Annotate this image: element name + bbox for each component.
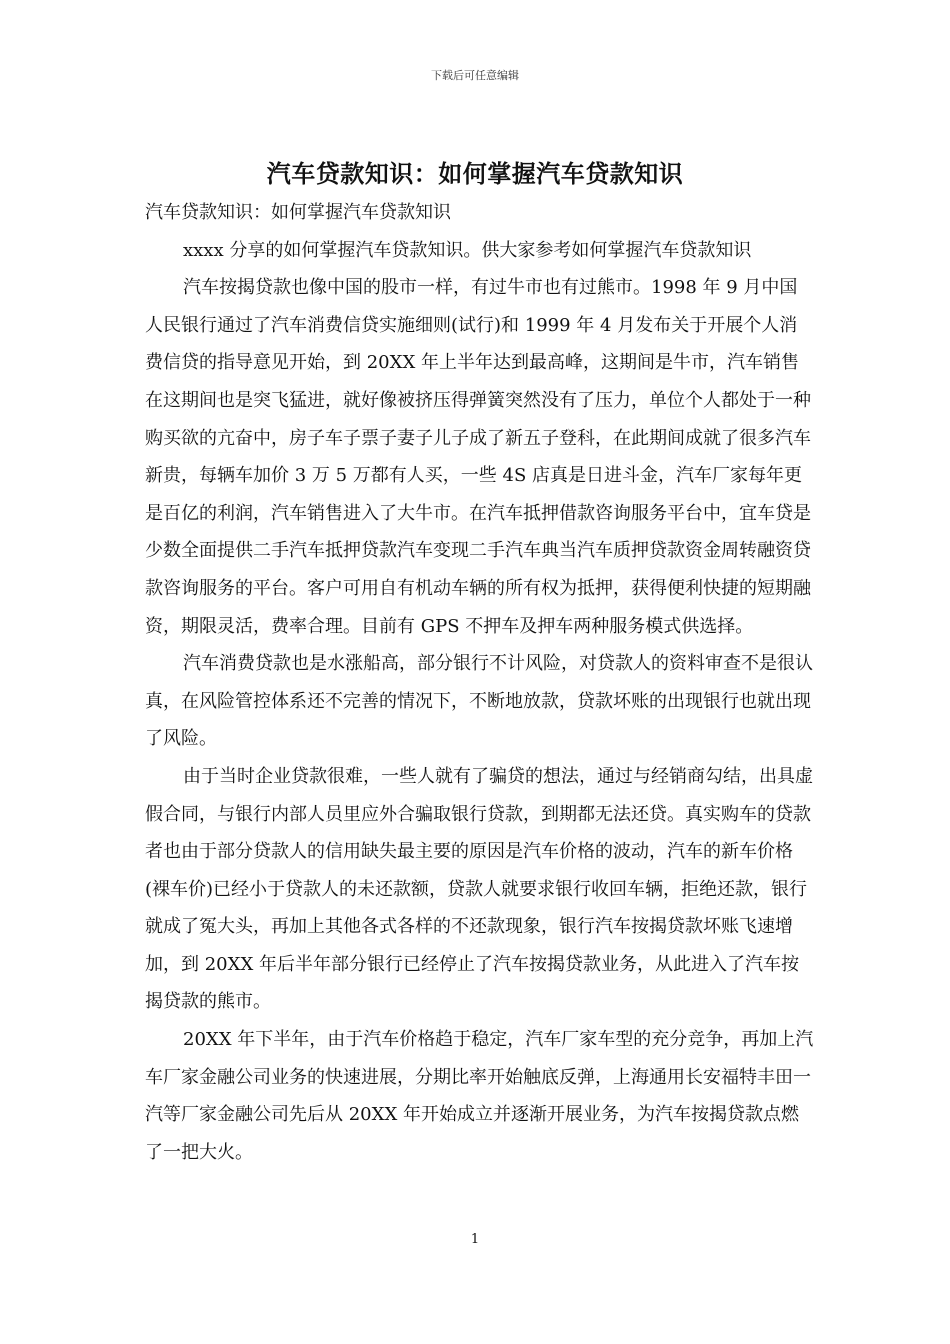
paragraph-fraud: 由于当时企业贷款很难，一些人就有了骗贷的想法，通过与经销商勾结，出具虚假合同，与银行内部人员里应外合骗取银行贷款，到期都无法还贷。真实购车的贷款者也由于部分贷款人的信用缺失最主要的原因是汽车价格的波动，汽车的新车价格(裸车价)已经小于贷款人的未还款额，贷款人就要求银行收回车辆，拒绝还款，银行就成了冤大头，再加上其他各式各样的不还款现象，银行汽车按揭贷款坏账飞速增加，到 20XX 年后半年部分银行已经停止了汽车按揭贷款业务，从此进入了汽车按揭贷款的熊市。 bbox=[145, 765, 813, 1013]
page-header: 下载后可任意编辑 bbox=[431, 69, 519, 82]
paragraph-bull-market: 汽车按揭贷款也像中国的股市一样，有过牛市也有过熊市。1998 年 9 月中国人民银行通过了汽车消费信贷实施细则(试行)和 1999 年 4 月发布关于开展个人消费信贷的指导意见开始，到 20XX 年上半年达到最高峰，这期间是牛市，汽车销售在这期间也是突飞猛进，就好像被挤压得弹簧突然没有了压力，单位个人都处于一种购买欲的亢奋中，房子车子票子妻子儿子成了新五子登科，在此期间成就了很多汽车新贵，每辆车加价 3 万 5 万都有人买，一些 4S 店真是日进斗金，汽车厂家每年更是百亿的利润，汽车销售进入了大牛市。在汽车抵押借款咨询服务平台中，宜车贷是少数全面提供二手汽车抵押贷款汽车变现二手汽车典当汽车质押贷款资金周转融资贷款咨询服务的平台。客户可用自有机动车辆的所有权为抵押，获得便利快捷的短期融资，期限灵活，费率合理。目前有 GPS 不押车及押车两种服务模式供选择。 bbox=[145, 277, 811, 637]
paragraph-subtitle: 汽车贷款知识：如何掌握汽车贷款知识 bbox=[145, 202, 451, 223]
paragraph-intro: xxxx 分享的如何掌握汽车贷款知识。供大家参考如何掌握汽车贷款知识 bbox=[183, 239, 752, 261]
document-title: 汽车贷款知识：如何掌握汽车贷款知识 bbox=[266, 159, 684, 188]
page-number: 1 bbox=[470, 1232, 480, 1247]
paragraph-risk: 汽车消费贷款也是水涨船高，部分银行不计风险，对贷款人的资料审查不是很认真，在风险管控体系还不完善的情况下，不断地放款，贷款坏账的出现银行也就出现了风险。 bbox=[145, 653, 813, 750]
paragraph-recovery: 20XX 年下半年，由于汽车价格趋于稳定，汽车厂家车型的充分竞争，再加上汽车厂家金融公司业务的快速进展，分期比率开始触底反弹，上海通用长安福特丰田一汽等厂家金融公司先后从 20XX 年开始成立并逐渐开展业务，为汽车按揭贷款点燃了一把大火。 bbox=[145, 1029, 814, 1163]
document-body bbox=[145, 194, 815, 1171]
